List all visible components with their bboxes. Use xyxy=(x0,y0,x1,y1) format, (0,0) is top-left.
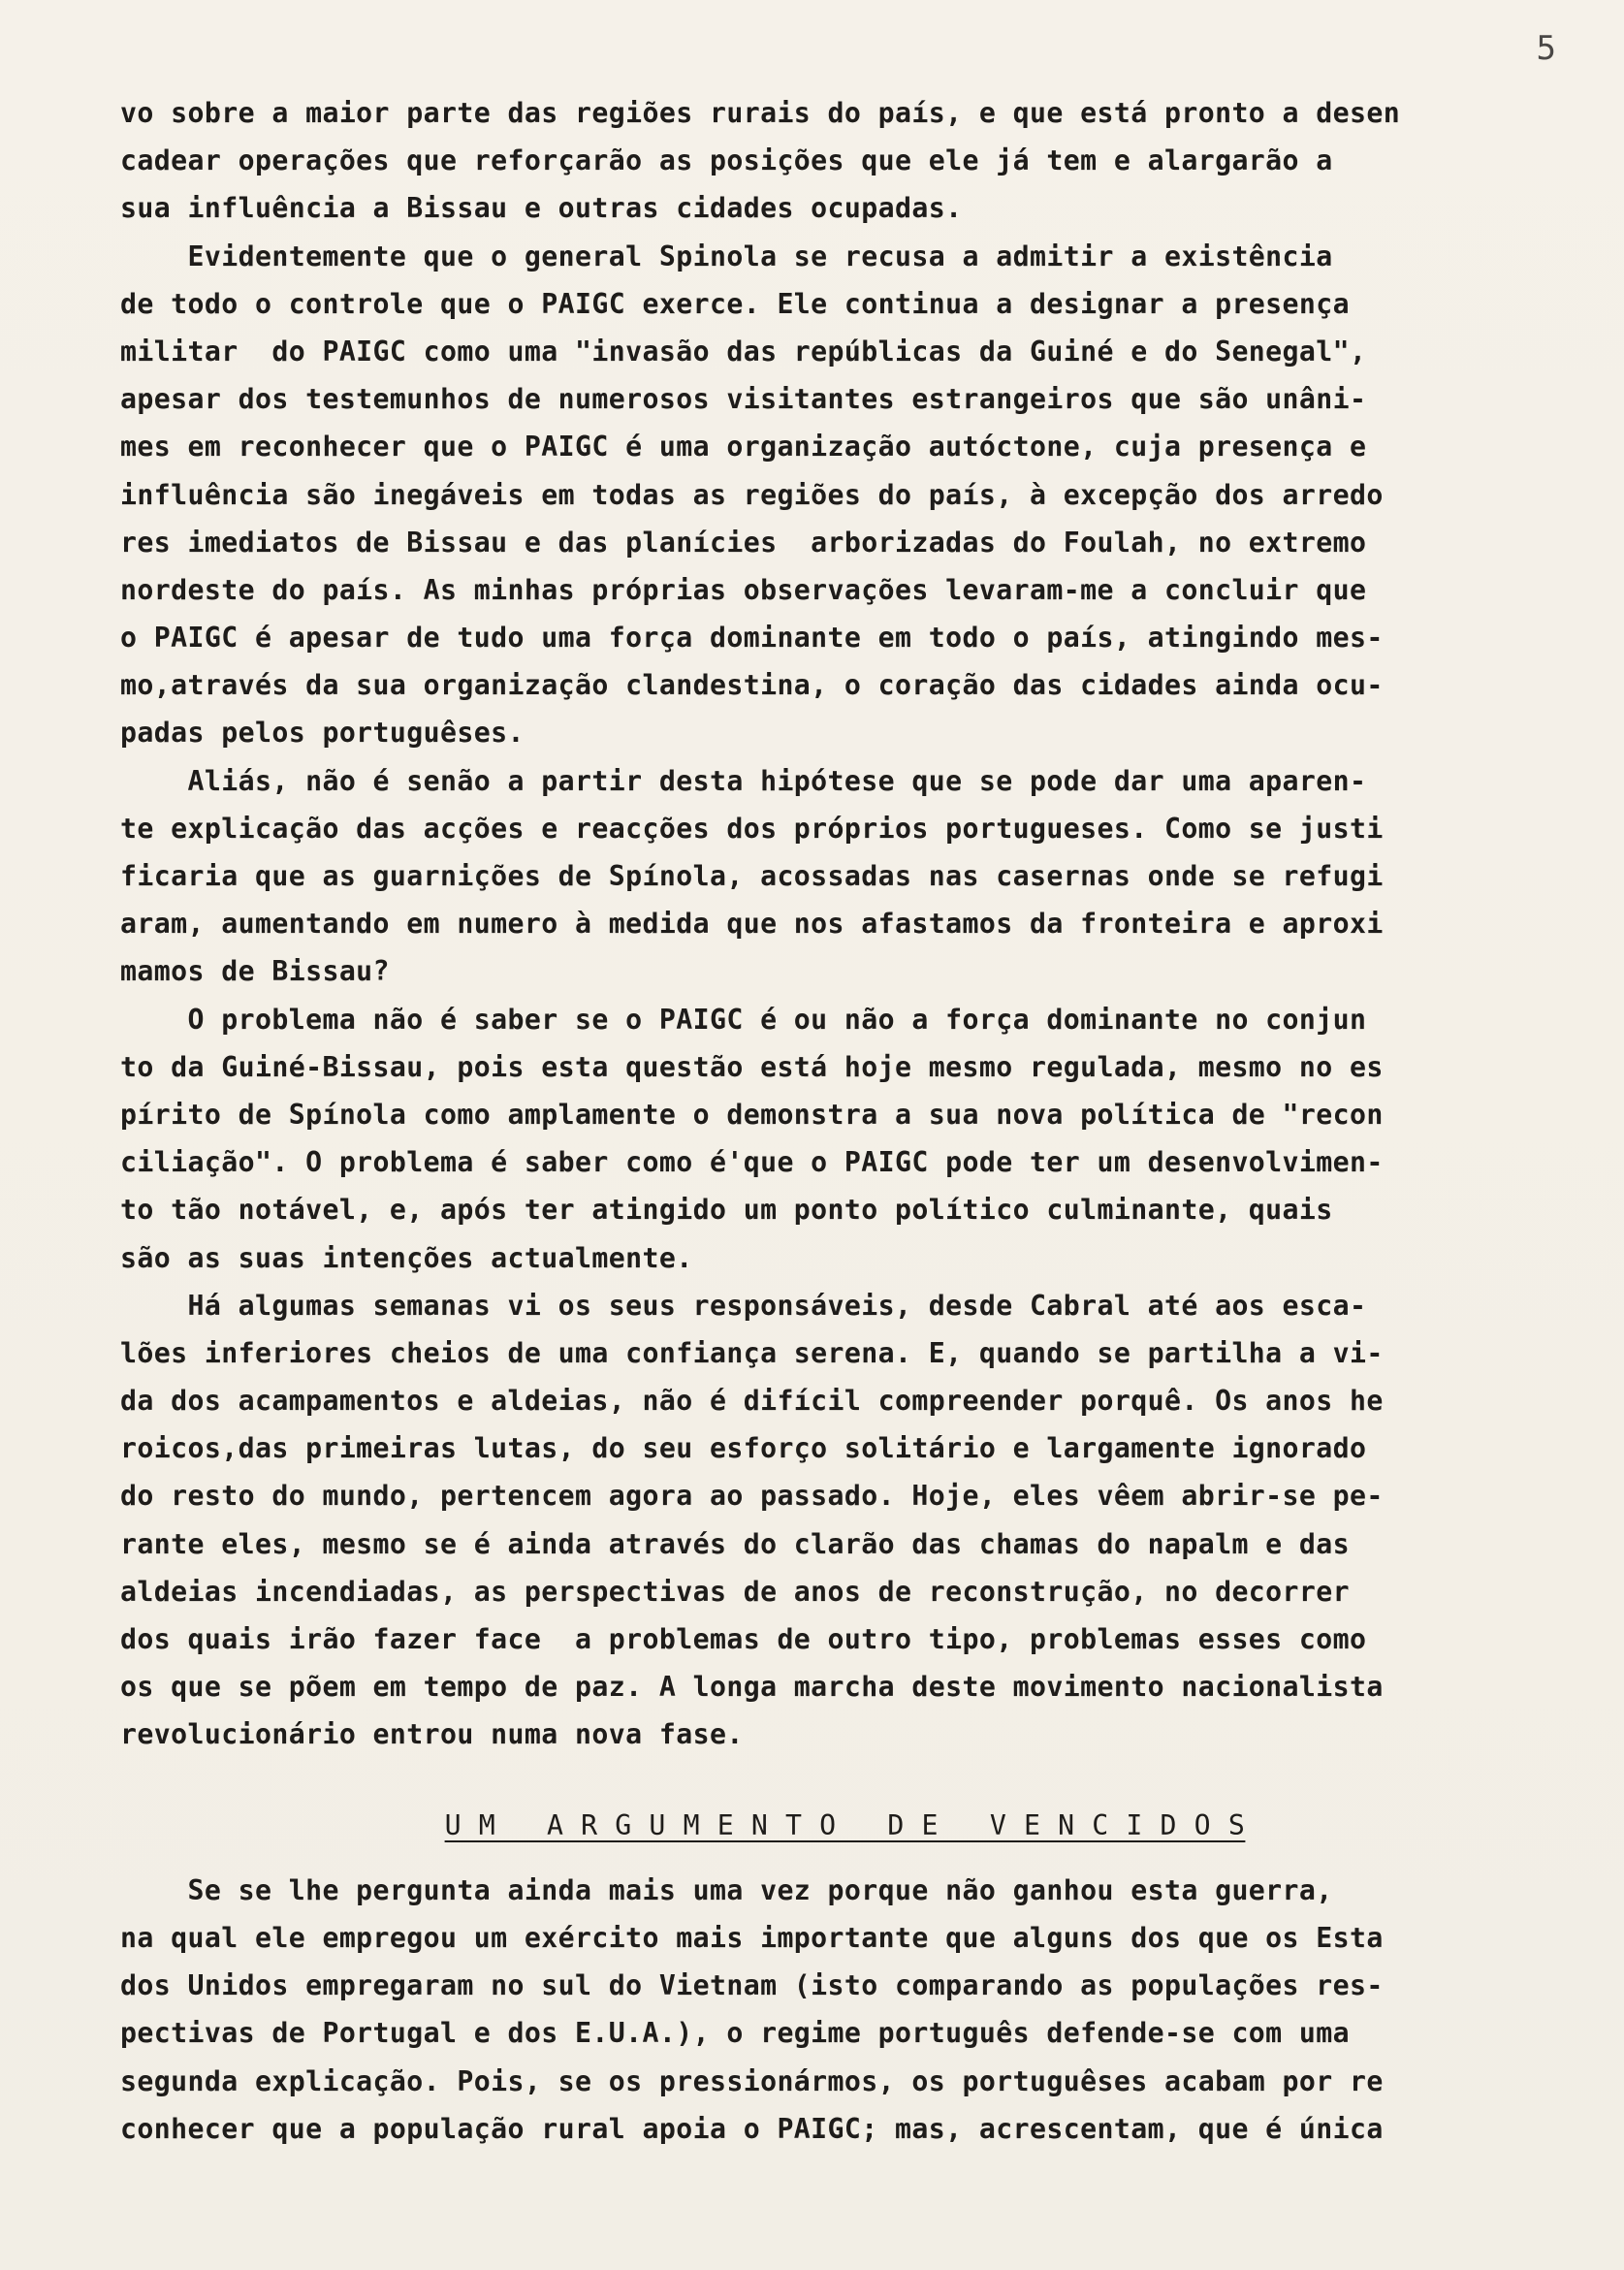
text-line: o PAIGC é apesar de tudo uma força dominante em todo o país, atingindo mes- xyxy=(120,622,1384,655)
text-line: Há algumas semanas vi os seus responsáveis, desde Cabral até aos esca- xyxy=(120,1289,1367,1322)
text-line: da dos acampamentos e aldeias, não é difícil compreender porquê. Os anos he xyxy=(120,1385,1384,1418)
text-line: nordeste do país. As minhas próprias observações levaram-me a concluir que xyxy=(120,573,1367,606)
text-line: ficaria que as guarnições de Spínola, acossadas nas casernas onde se refugi xyxy=(120,860,1384,892)
page-number: 5 xyxy=(1536,29,1556,68)
body-paragraph xyxy=(120,996,1570,1282)
text-line: dos quais irão fazer face a problemas de outro tipo, problemas esses como xyxy=(120,1623,1367,1655)
text-line: na qual ele empregou um exército mais importante que alguns dos que os Esta xyxy=(120,1921,1384,1954)
body-paragraph xyxy=(120,1282,1570,1759)
text-line: pectivas de Portugal e dos E.U.A.), o regime português defende-se com uma xyxy=(120,2017,1351,2050)
body-paragraph xyxy=(120,233,1570,757)
text-line: de todo o controle que o PAIGC exerce. Ele continua a designar a presença xyxy=(120,287,1351,320)
text-line: mamos de Bissau? xyxy=(120,955,390,988)
text-line: influência são inegáveis em todas as regiões do país, à excepção dos arredo xyxy=(120,478,1384,511)
text-line: Evidentemente que o general Spinola se recusa a admitir a existência xyxy=(120,240,1333,272)
body-paragraph xyxy=(120,757,1570,996)
section-heading: U M A R G U M E N T O D E V E N C I D O S xyxy=(444,1808,1246,1841)
text-line: apesar dos testemunhos de numerosos visitantes estrangeiros que são unâni- xyxy=(120,383,1367,416)
text-line: do resto do mundo, pertencem agora ao passado. Hoje, eles vêem abrir-se pe- xyxy=(120,1480,1384,1513)
text-line: ciliação". O problema é saber como é'que o PAIGC pode ter um desenvolvimen- xyxy=(120,1146,1384,1179)
text-line: rante eles, mesmo se é ainda através do clarão das chamas do napalm e das xyxy=(120,1527,1351,1560)
text-line: aldeias incendiadas, as perspectivas de anos de reconstrução, no decorrer xyxy=(120,1575,1351,1608)
text-line: roicos,das primeiras lutas, do seu esforço solitário e largamente ignorado xyxy=(120,1432,1367,1465)
text-line: O problema não é saber se o PAIGC é ou não a força dominante no conjun xyxy=(120,1003,1367,1036)
text-line: Aliás, não é senão a partir desta hipótese que se pode dar uma aparen- xyxy=(120,764,1367,797)
text-line: conhecer que a população rural apoia o PAIGC; mas, acrescentam, que é única xyxy=(120,2112,1384,2145)
text-line: to da Guiné-Bissau, pois esta questão está hoje mesmo regulada, mesmo no es xyxy=(120,1050,1384,1083)
text-line: aram, aumentando em numero à medida que nos afastamos da fronteira e aproxi xyxy=(120,908,1384,941)
text-line: te explicação das acções e reacções dos próprios portugueses. Como se justi xyxy=(120,812,1384,845)
text-line: res imediatos de Bissau e das planícies arborizadas do Foulah, no extremo xyxy=(120,526,1367,559)
text-line: vo sobre a maior parte das regiões rurais do país, e que está pronto a desen xyxy=(120,97,1401,129)
text-line: segunda explicação. Pois, se os pressionármos, os portuguêses acabam por re xyxy=(120,2064,1384,2097)
text-line: os que se põem em tempo de paz. A longa marcha deste movimento nacionalista xyxy=(120,1671,1384,1704)
text-line: revolucionário entrou numa nova fase. xyxy=(120,1718,744,1751)
text-line: Se se lhe pergunta ainda mais uma vez porque não ganhou esta guerra, xyxy=(120,1873,1333,1906)
section-paragraph xyxy=(120,1867,1570,2153)
text-line: sua influência a Bissau e outras cidades ocupadas. xyxy=(120,192,963,225)
text-line: to tão notável, e, após ter atingido um ponto político culminante, quais xyxy=(120,1194,1333,1227)
text-line: militar do PAIGC como uma "invasão das repúblicas da Guiné e do Senegal", xyxy=(120,335,1367,368)
document-body xyxy=(120,89,1570,2153)
text-line: são as suas intenções actualmente. xyxy=(120,1241,693,1274)
text-line: mes em reconhecer que o PAIGC é uma organização autóctone, cuja presença e xyxy=(120,431,1367,464)
text-line: lões inferiores cheios de uma confiança serena. E, quando se partilha a vi- xyxy=(120,1336,1384,1369)
text-line: padas pelos portuguêses. xyxy=(120,717,525,750)
text-line: mo,através da sua organização clandestina, o coração das cidades ainda ocu- xyxy=(120,669,1384,702)
text-line: pírito de Spínola como amplamente o demonstra a sua nova política de "recon xyxy=(120,1098,1384,1131)
text-line: dos Unidos empregaram no sul do Vietnam (isto comparando as populações res- xyxy=(120,1969,1384,2002)
body-paragraph xyxy=(120,89,1570,233)
text-line: cadear operações que reforçarão as posições que ele já tem e alargarão a xyxy=(120,144,1333,177)
